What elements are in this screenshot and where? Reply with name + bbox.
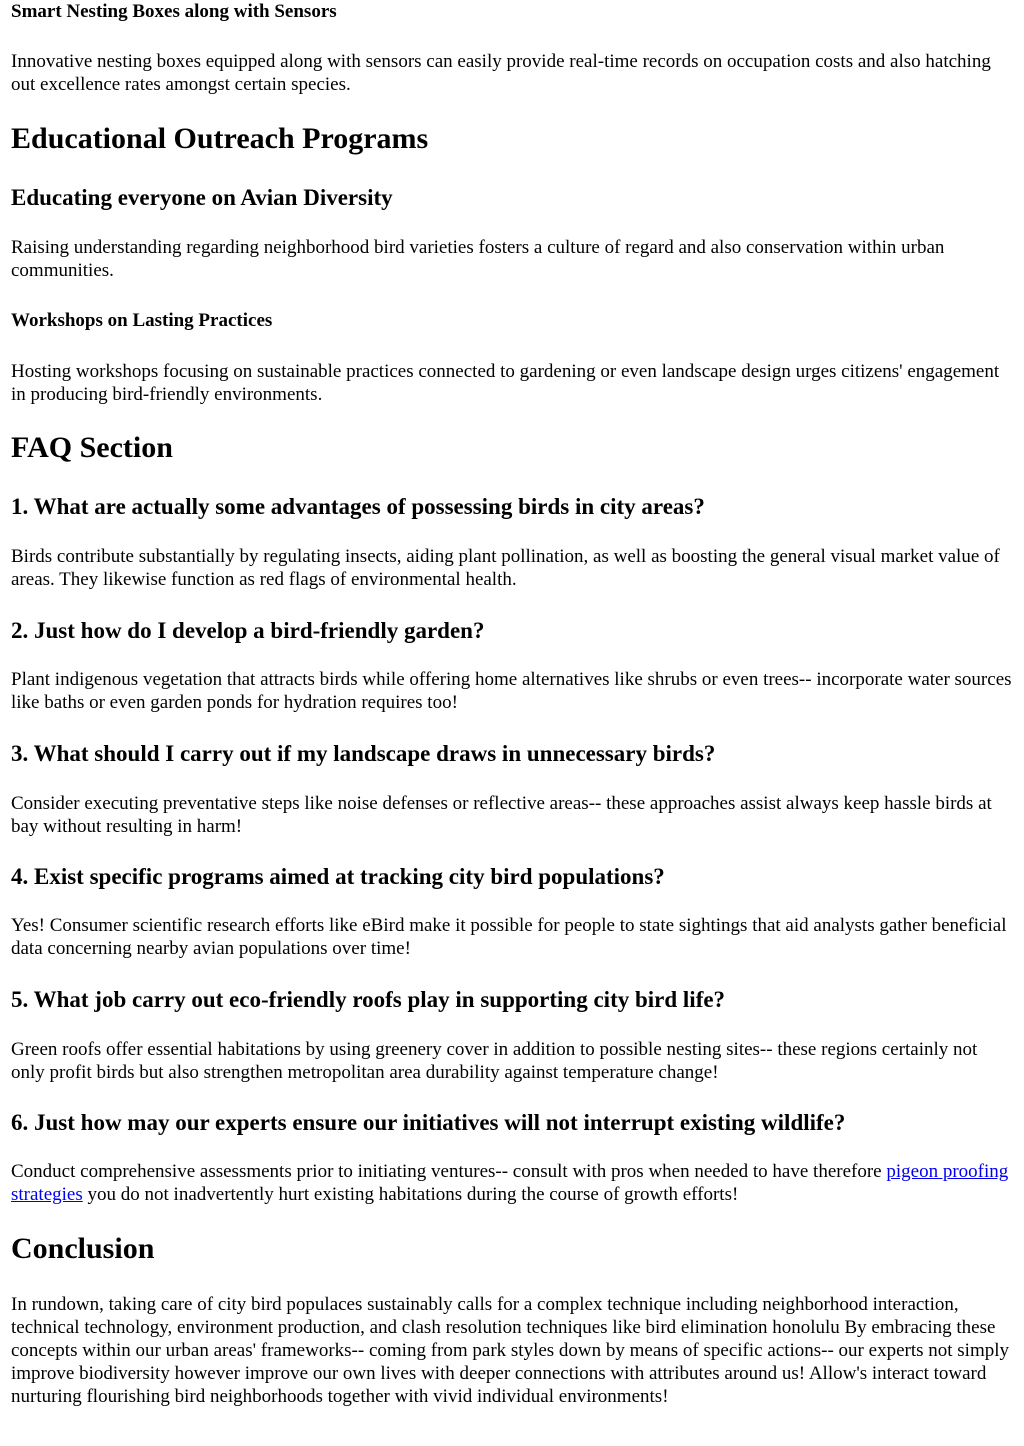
faq-answer-3: Consider executing preventative steps like noise defenses or reflective areas-- these approaches assist always keep hassle birds at bay without resulting in harm! — [11, 793, 992, 837]
section-title-outreach: Educational Outreach Programs — [11, 122, 429, 155]
section-title-smart-nesting: Smart Nesting Boxes along with Sensors — [11, 1, 337, 22]
faq-question-4: 4. Exist specific programs aimed at tracking city bird populations? — [11, 864, 665, 889]
section-text-smart-nesting: Innovative nesting boxes equipped along with sensors can easily provide real-time records on occupation costs and also hatching out excellence rates amongst certain species. — [11, 51, 991, 95]
faq-answer-2: Plant indigenous vegetation that attracts birds while offering home alternatives like shrubs or even trees-- incorporate water sources like baths or even garden ponds for hydration requires too! — [11, 669, 1012, 713]
faq-answer-5: Green roofs offer essential habitations by using greenery cover in addition to possible nesting sites-- these regions certainly not only profit birds but also strengthen metropolitan area durability against temperature change! — [11, 1039, 978, 1083]
section-title-conclusion: Conclusion — [11, 1232, 155, 1265]
faq-question-5: 5. What job carry out eco-friendly roofs play in supporting city bird life? — [11, 987, 726, 1012]
subsection-text-avian-diversity: Raising understanding regarding neighborhood bird varieties fosters a culture of regard and also conservation within urban communities. — [11, 237, 945, 281]
section-text-conclusion: In rundown, taking care of city bird populaces sustainably calls for a complex technique including neighborhood interaction, technical technology, environment production, and clash resolution techniques like bird elimination honolulu By embracing these concepts within our urban areas' frameworks-- coming from park styles down by means of specific actions-- our experts not simply improve biodiversity however improve our own lives with deeper connections with attributes around us! Allow's interact toward nurturing flourishing bird neighborhoods together with vivid individual environments! — [11, 1294, 1010, 1407]
faq-answer-1: Birds contribute substantially by regulating insects, aiding plant pollination, as well as boosting the general visual market value of areas. They likewise function as red flags of environmental health. — [11, 546, 1000, 590]
faq-answer-4: Yes! Consumer scientific research efforts like eBird make it possible for people to state sightings that aid analysts gather beneficial data concerning nearby avian populations over time! — [11, 915, 1007, 959]
faq-question-1: 1. What are actually some advantages of possessing birds in city areas? — [11, 494, 705, 519]
section-title-faq: FAQ Section — [11, 431, 173, 464]
faq-answer-6-text-after: you do not inadvertently hurt existing habitations during the course of growth efforts! — [82, 1184, 739, 1205]
subsection-title-workshops: Workshops on Lasting Practices — [11, 310, 273, 331]
faq-answer-6-text-before: Conduct comprehensive assessments prior to initiating ventures-- consult with pros when needed to have therefore — [11, 1161, 887, 1182]
subsection-title-avian-diversity: Educating everyone on Avian Diversity — [11, 185, 393, 210]
subsection-text-workshops: Hosting workshops focusing on sustainable practices connected to gardening or even landscape design urges citizens' engagement in producing bird-friendly environments. — [11, 361, 1000, 405]
pigeon-proofing-link[interactable]: pigeon proofing strategies — [11, 1161, 1009, 1205]
faq-question-3: 3. What should I carry out if my landscape draws in unnecessary birds? — [11, 741, 716, 766]
faq-answer-6 — [11, 1160, 1012, 1206]
faq-question-2: 2. Just how do I develop a bird-friendly garden? — [11, 618, 485, 643]
faq-question-6: 6. Just how may our experts ensure our initiatives will not interrupt existing wildlife? — [11, 1110, 846, 1135]
